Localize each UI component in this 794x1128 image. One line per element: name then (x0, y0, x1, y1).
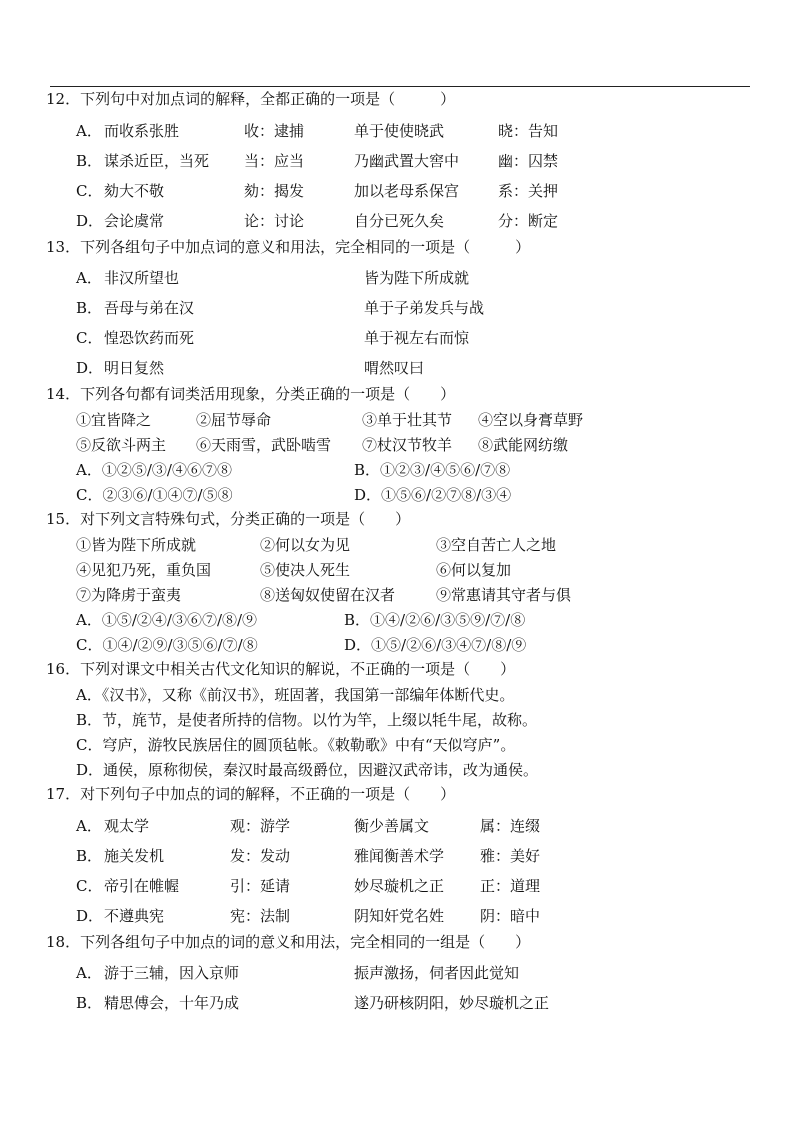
q12-option-c: C． 劾大不敬 劾：揭发 加以老母系保宫 系：关押 (76, 182, 559, 200)
question-18 (46, 933, 756, 1018)
q13-option-b: B． 吾母与弟在汉 单于子弟发兵与战 (76, 299, 485, 317)
question-12 (46, 90, 756, 236)
q16-option-b: B．节，旄节，是使者所持的信物。以竹为竿，上缀以牦牛尾，故称。 (76, 711, 538, 729)
q18-option-a: A． 游于三辅，因入京师 振声激扬，伺者因此觉知 (76, 964, 520, 982)
q16-option-c: C．穹庐，游牧民族居住的圆顶毡帐。《敕勒歌》中有“天似穹庐”。 (76, 736, 516, 754)
question-15-stem: 15．对下列文言特殊句式，分类正确的一项是（ ） (46, 510, 411, 528)
q15-items-row-1: ①皆为陛下所成就 ②何以女为见 ③空自苦亡人之地 (76, 536, 557, 554)
q14-answers-row-1: A．①②⑤/③/④⑥⑦⑧ B．①②③/④⑤⑥/⑦⑧ (76, 461, 511, 479)
q16-option-a: A．《汉书》，又称《前汉书》，班固著，我国第一部编年体断代史。 (76, 686, 515, 704)
question-14 (46, 385, 756, 508)
question-15 (46, 510, 756, 658)
question-13-stem: 13．下列各组句子中加点词的意义和用法，完全相同的一项是（ ） (46, 238, 531, 256)
q16-option-d: D．通侯，原称彻侯，秦汉时最高级爵位，因避汉武帝讳，改为通侯。 (76, 761, 539, 779)
q12-option-d: D． 会论虞常 论：讨论 自分已死久矣 分：断定 (76, 212, 559, 230)
q15-items-row-2: ④见犯乃死，重负国 ⑤使决人死生 ⑥何以复加 (76, 561, 512, 579)
question-12-stem: 12．下列句中对加点词的解释，全都正确的一项是（ ） (46, 90, 456, 108)
q14-items-row-1: ①宜皆降之 ②屈节辱命 ③单于壮其节 ④空以身膏草野 (76, 411, 584, 429)
q17-option-d: D． 不遵典宪 宪：法制 阴知奸党名姓 阴：暗中 (76, 907, 541, 925)
q15-answers-row-1: A．①⑤/②④/③⑥⑦/⑧/⑨ B．①④/②⑥/③⑤⑨/⑦/⑧ (76, 611, 526, 629)
q12-option-a: A． 而收系张胜 收：逮捕 单于使使晓武 晓：告知 (76, 122, 559, 140)
q17-option-b: B． 施关发机 发：发动 雅闻衡善术学 雅：美好 (76, 847, 541, 865)
question-18-stem: 18．下列各组句子中加点的词的意义和用法，完全相同的一组是（ ） (46, 933, 531, 951)
q12-option-b: B． 谋杀近臣，当死 当：应当 乃幽武置大窖中 幽：囚禁 (76, 152, 559, 170)
exam-page (46, 90, 756, 1018)
question-16 (46, 660, 756, 783)
q14-items-row-2: ⑤反欲斗两主 ⑥天雨雪，武卧啮雪 ⑦杖汉节牧羊 ⑧武能网纺缴 (76, 436, 569, 454)
question-17 (46, 785, 756, 931)
question-17-stem: 17．对下列句子中加点的词的解释，不正确的一项是（ ） (46, 785, 456, 803)
q17-option-c: C． 帝引在帷幄 引：延请 妙尽璇机之正 正：道理 (76, 877, 541, 895)
q13-option-d: D． 明日复然 喟然叹曰 (76, 359, 425, 377)
q18-option-b: B． 精思傅会，十年乃成 遂乃研核阴阳，妙尽璇机之正 (76, 994, 550, 1012)
top-rule (50, 86, 750, 87)
q14-answers-row-2: C．②③⑥/①④⑦/⑤⑧ D．①⑤⑥/②⑦⑧/③④ (76, 486, 512, 504)
question-16-stem: 16．下列对课文中相关古代文化知识的解说，不正确的一项是（ ） (46, 660, 516, 678)
question-14-stem: 14．下列各句都有词类活用现象，分类正确的一项是（ ） (46, 385, 456, 403)
q15-items-row-3: ⑦为降虏于蛮夷 ⑧送匈奴使留在汉者 ⑨常惠请其守者与俱 (76, 586, 572, 604)
q15-answers-row-2: C．①④/②⑨/③⑤⑥/⑦/⑧ D．①⑤/②⑥/③④⑦/⑧/⑨ (76, 636, 527, 654)
question-13 (46, 238, 756, 383)
q17-option-a: A． 观太学 观：游学 衡少善属文 属：连缀 (76, 817, 541, 835)
q13-option-c: C． 惶恐饮药而死 单于视左右而惊 (76, 329, 470, 347)
q13-option-a: A． 非汉所望也 皆为陛下所成就 (76, 269, 470, 287)
